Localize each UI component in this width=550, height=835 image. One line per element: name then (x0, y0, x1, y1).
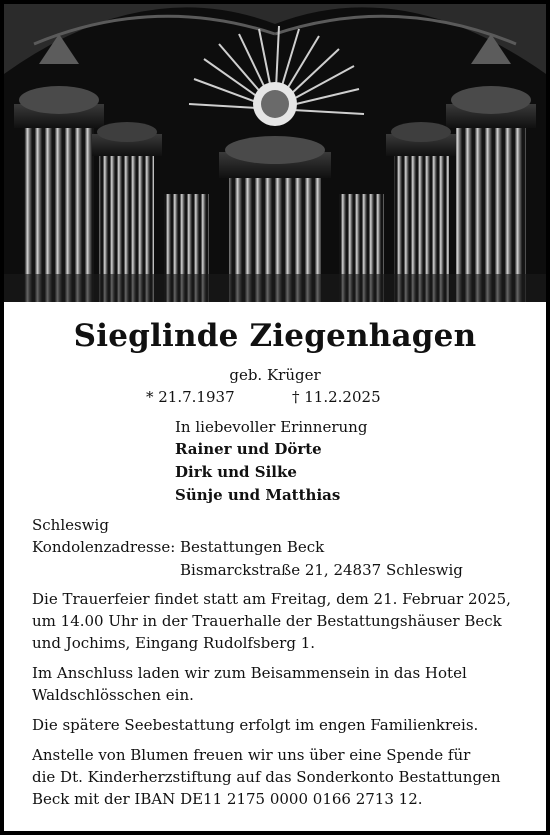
donation-line: Anstelle von Blumen freuen wir uns über eine Spende für (32, 746, 471, 764)
condolence-name: Bestattungen Beck (180, 538, 325, 556)
condolence-address: Bismarckstraße 21, 24837 Schleswig (180, 561, 463, 579)
obituary-notice (4, 4, 546, 831)
place: Schleswig (32, 516, 109, 534)
burial-line: Die spätere Seebestattung erfolgt im engen Familienkreis. (32, 716, 479, 734)
funeral-info (32, 588, 532, 654)
funeral-line: Die Trauerfeier findet statt am Freitag, dem 21. Februar 2025, (32, 590, 511, 608)
burial-info (32, 714, 532, 736)
gathering-info (32, 662, 532, 706)
donation-line: Beck mit der IBAN DE11 2175 0000 0166 2713 12. (32, 790, 423, 808)
deceased-name: Sieglinde Ziegenhagen (73, 318, 477, 354)
birth-date: * 21.7.1937 (146, 388, 235, 406)
funeral-line: und Jochims, Eingang Rudolfsberg 1. (32, 634, 316, 652)
notice-text (4, 302, 546, 831)
donation-info (32, 744, 532, 810)
mourner-1: Rainer und Dörte (175, 440, 322, 458)
gathering-line: Im Anschluss laden wir zum Beisammensein in das Hotel (32, 664, 467, 682)
memorial-intro: In liebevoller Erinnerung (175, 418, 368, 436)
funeral-line: um 14.00 Uhr in der Trauerhalle der Bestattungshäuser Beck (32, 612, 502, 630)
condolence-label: Kondolenzadresse: (32, 538, 176, 556)
death-date: † 11.2.2025 (292, 388, 381, 406)
maiden-name: geb. Krüger (229, 366, 321, 384)
mourner-3: Sünje und Matthias (175, 486, 341, 504)
mourner-2: Dirk und Silke (175, 463, 297, 481)
donation-line: die Dt. Kinderherzstiftung auf das Sonderkonto Bestattungen (32, 768, 501, 786)
gathering-line: Waldschlösschen ein. (32, 686, 194, 704)
organ-photo-image (4, 4, 546, 302)
organ-photo (4, 4, 546, 302)
